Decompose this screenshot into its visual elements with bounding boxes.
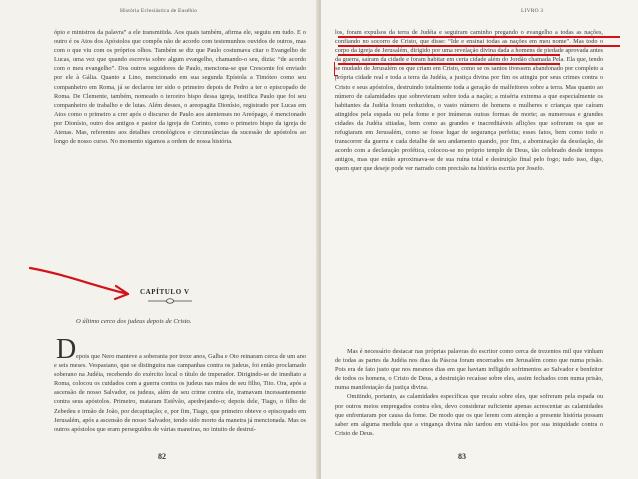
left-paragraph-2: epois que Nero manteve a soberania por treze anos, Galba e Oto reinaram cerca de um ano e seis meses. Vespasiano, que se distinguira nas campanhas contra os judeus, foi então proclamado soberano na Judéia, recebendo do exército local o título de imperador. Dirigindo-se de imediato a Roma, colocou os cuidados com a guerra contra os judeus nas mãos de seu filho, Tito. Ora, após a ascensão de nosso Salvador, os judeus, além de seu crime contra ele, tramavam incessantemente contra seus apóstolos. Primeiro, mataram Estêvão, apedrejando-o; depois dele, Tiago, o filho de Zebedeu e irmão de João, por decapitação; e, por fim, Tiago, que primeiro obteve o episcopado em Jerusalém, após a ascensão de nosso Salvador, tendo sido morto da maneira já mencionada. Mas os outros apóstolos que eram perseguidos de várias maneiras, no intuito de destruí- bbox=[54, 353, 306, 433]
chapter-subtitle: O último cerco dos judeus depois de Cristo. bbox=[76, 318, 192, 325]
page-number-right: 83 bbox=[458, 452, 466, 461]
right-paragraph-1: los, foram expulsos da terra de Judéia e seguiram caminho pregando o evangelho a todas as nações, confiando no socorro de Cristo, que disse: “Ide e ensinai todas as nações em meu nome”. Mas todo o corpo da igreja de Jerusalém, dirigido por uma revelação divina dada a homens de piedade aprovada antes da guerra, saíram da cidade e foram habitar em certa cidade além do Jordão chamada Pela. Ela que, tendo se mudado de Jerusalém os que criam em Cristo, como se os santos tivessem abandonado por completo a própria cidade real e toda a terra da Judéia, a justiça divina por fim os atingiu por seus crimes contra o Cristo e seus apóstolos, destruindo totalmente toda a geração de malfeitores sobre a terra. Mas quanto ao número de calamidades que sobrevieram sobre toda a nação; a miséria extrema a que especialmente os habitantes da Judéia foram reduzidos, o vasto número de homens e mulheres e crianças que caíram atingidos pela espada ou pela fome e por inúmeras outras formas de morte; as numerosas e grandes cidades da Judéia sitiadas, bem como as grandes e inacreditáveis aflições que sofreram os que se refugiaram em Jerusalém, como se fosse lugar de segurança perfeita; esses fatos, bem como todo o transcorrer da guerra e cada detalhe de seu andamento quando, por fim, a abominação da desolação, de acordo com a declaração profética, colocou-se no próprio templo de Deus, tão celebrado desde tempos antigos, mas que então aproximava-se de sua ruína total e destruição final pelo fogo; tudo isso, digo, quem quer que deseje pode ver narrado com precisão na história escrita por Josefo. bbox=[335, 29, 603, 173]
drop-cap: D bbox=[56, 334, 77, 365]
page-number-left: 82 bbox=[158, 452, 166, 461]
running-head-left: História Eclesiástica de Eusébio bbox=[120, 8, 198, 14]
red-bracket-mark bbox=[334, 62, 338, 76]
red-underline-1 bbox=[338, 36, 620, 38]
right-paragraphs-2-3: Mas é necessário destacar nas próprias palavras do escritor como cerca de trezentos mil que vinham de todas as partes da Judéia nos dias da Páscoa foram encerrados em Jerusalém como que numa prisão. Pois era de fato justo que nos mesmos dias em que haviam infligido sofrimentos ao Salvador e benfeitor de todos os homens, o Cristo de Deus, a destruição recaísse sobre eles, assim fechados com numa prisão, numa manifestação da justiça divina. Omitindo, portanto, as calamidades específicas que recaíu sobre eles, que sofreram pela espada ou por outros meios empregados contra eles, devo considerar suficiente apenas acrescentar as calamidades que enfrentaram por causa da fome. De modo que os que lerem com atenção a presente história possam saber em alguma medida que a vingança divina não tardou em visitá-los por sua iniquidade contra o Cristo de Deus. bbox=[335, 348, 603, 437]
red-underline-4 bbox=[338, 63, 560, 65]
left-paragraph-1: ópio e ministros da palavra” a ele transmitida. Aos quais também, afirma ele, seguiu em tudo. E o outro é os Atos dos Apóstolos que compôs não de acordo com testemunhos ouvidos de outros, mas com o que viu com os próprios olhos. Também se diz que Paulo costumava citar o Evangelho de Lucas, uma vez que quando escrevia sobre algum evangelho, chamando-o seu, dizia: “de acordo com o meu evangelho”. Dos outros seguidores de Paulo, menciona-se que Crescente foi enviado por ele à Gália. Quanto a Lino, mencionado em sua segunda Epístola a Timóteo como seu companheiro em Roma, já se declarou ter sido o primeiro depois de Pedro a ter o episcopado de Roma. De Clemente, também, nomeado o terceiro bispo dessa igreja, testifica Paulo que foi seu companheiro de trabalho e de lutas. Além desses, o areopagita Dionísio, registrado por Lucas em Atos como o primeiro a crer após o discurso de Paulo aos atenienses no Areópago, é mencionado por Dionísio, outro dos antigos e pastor da igreja de Corinto, como o primeiro bispo da igreja de Atenas. Mas, referentes aos detalhes cronológicos e circunstâncias da sucessão de apóstolos ao longo de nosso curso. No momento sigamos a ordem de nossa história. bbox=[54, 29, 306, 146]
red-arrow-annotation bbox=[24, 258, 144, 306]
red-underline-2 bbox=[338, 45, 620, 47]
running-head-right: LIVRO 3 bbox=[521, 8, 544, 14]
chapter-label: CAPÍTULO V bbox=[140, 288, 190, 296]
chapter-ornament bbox=[146, 298, 194, 304]
red-underline-3 bbox=[338, 54, 560, 56]
